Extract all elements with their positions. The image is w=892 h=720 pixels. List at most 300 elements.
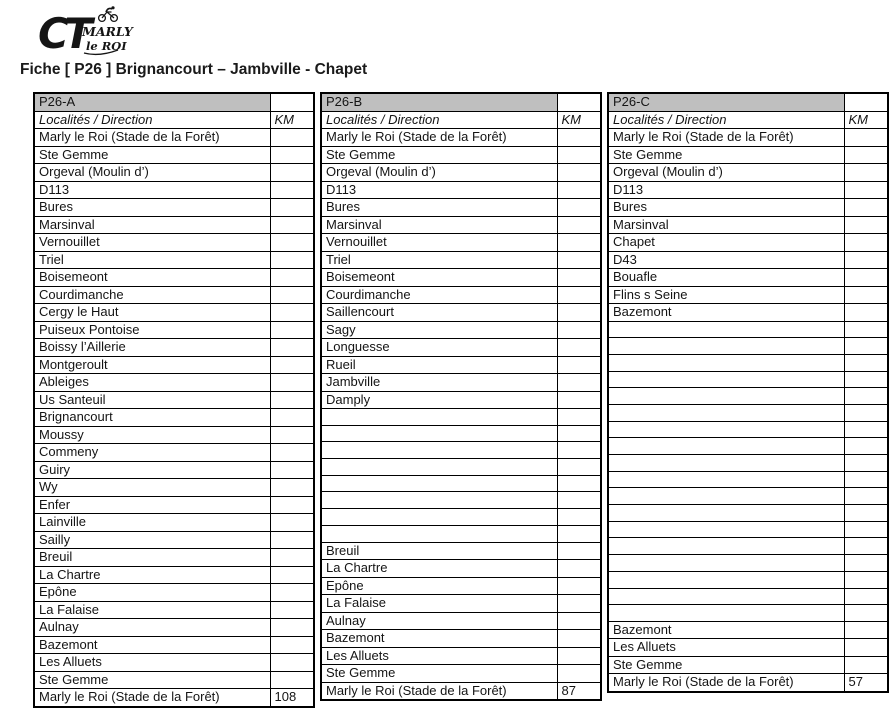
km-cell (270, 181, 314, 199)
table-row (34, 286, 314, 304)
table-row (34, 251, 314, 269)
table-row (321, 630, 601, 648)
km-cell (844, 146, 888, 164)
table-row (34, 321, 314, 339)
km-cell (270, 444, 314, 462)
locality-cell: Sagy (321, 321, 557, 339)
locality-cell (608, 388, 844, 405)
table-row (34, 216, 314, 234)
km-cell (557, 409, 601, 426)
table-row (34, 514, 314, 532)
locality-cell: Enfer (34, 496, 270, 514)
localities-header: Localités / Direction (321, 111, 557, 129)
localities-header: Localités / Direction (34, 111, 270, 129)
km-cell (270, 251, 314, 269)
group-header-row (34, 93, 314, 111)
locality-cell: Wy (34, 479, 270, 497)
locality-cell (321, 475, 557, 492)
table-row (34, 181, 314, 199)
club-initials: CT (38, 9, 88, 58)
table-row (608, 621, 888, 639)
km-cell (557, 665, 601, 683)
table-row (34, 234, 314, 252)
km-cell (270, 391, 314, 409)
locality-cell (608, 588, 844, 605)
km-cell (270, 199, 314, 217)
km-cell (844, 199, 888, 217)
locality-cell: D43 (608, 251, 844, 269)
km-cell (557, 356, 601, 374)
table-row (34, 304, 314, 322)
locality-cell: Guiry (34, 461, 270, 479)
km-cell (270, 234, 314, 252)
km-cell (270, 146, 314, 164)
table-row (608, 286, 888, 304)
km-cell (557, 286, 601, 304)
locality-cell: Lainville (34, 514, 270, 532)
locality-cell: Bures (608, 199, 844, 217)
table-row (321, 665, 601, 683)
km-cell (270, 636, 314, 654)
locality-cell: Epône (321, 577, 557, 595)
km-cell (557, 577, 601, 595)
locality-cell: Marly le Roi (Stade de la Forêt) (34, 689, 270, 707)
locality-cell: Les Alluets (321, 647, 557, 665)
table-row (608, 269, 888, 287)
km-cell (557, 525, 601, 542)
table-row (608, 438, 888, 455)
table-row (608, 656, 888, 674)
table-row (608, 199, 888, 217)
km-cell (557, 339, 601, 357)
table-row (321, 459, 601, 476)
locality-cell: Vernouillet (321, 234, 557, 252)
table-row (321, 199, 601, 217)
km-cell (557, 509, 601, 526)
table-row (34, 199, 314, 217)
locality-cell (608, 555, 844, 572)
locality-cell (608, 371, 844, 388)
km-cell (270, 321, 314, 339)
column-header-row (34, 111, 314, 129)
column-header-row (608, 111, 888, 129)
km-cell (844, 338, 888, 355)
table-row (321, 251, 601, 269)
localities-header: Localités / Direction (608, 111, 844, 129)
locality-cell: Ste Gemme (608, 656, 844, 674)
locality-cell: Courdimanche (34, 286, 270, 304)
table-row (34, 461, 314, 479)
club-logo (36, 4, 140, 60)
locality-cell (608, 321, 844, 338)
km-cell (844, 438, 888, 455)
table-row (608, 354, 888, 371)
km-cell (557, 304, 601, 322)
locality-cell: Chapet (608, 234, 844, 252)
km-cell (270, 356, 314, 374)
km-cell (557, 492, 601, 509)
locality-cell: Sailly (34, 531, 270, 549)
km-cell (557, 181, 601, 199)
table-row (34, 146, 314, 164)
group-km-spacer (557, 93, 601, 111)
table-row (321, 304, 601, 322)
km-cell (557, 234, 601, 252)
table-row (608, 488, 888, 505)
km-cell (270, 566, 314, 584)
table-row (608, 321, 888, 338)
km-cell (270, 654, 314, 672)
km-cell (270, 426, 314, 444)
locality-cell: Cergy le Haut (34, 304, 270, 322)
km-cell (844, 521, 888, 538)
table-row (608, 216, 888, 234)
locality-cell (608, 338, 844, 355)
km-cell (844, 588, 888, 605)
locality-cell (608, 605, 844, 622)
route-tables (33, 92, 889, 708)
km-header: KM (557, 111, 601, 129)
locality-cell: D113 (34, 181, 270, 199)
cyclist-icon (99, 6, 118, 21)
km-cell (844, 555, 888, 572)
locality-cell: Saillencourt (321, 304, 557, 322)
km-cell (557, 647, 601, 665)
club-logo-graphic (36, 4, 140, 60)
km-cell (557, 129, 601, 147)
km-cell (844, 371, 888, 388)
locality-cell (321, 442, 557, 459)
locality-cell (608, 354, 844, 371)
km-cell (844, 321, 888, 338)
route-table-p26-a (33, 92, 315, 708)
locality-cell (321, 425, 557, 442)
locality-cell: D113 (321, 181, 557, 199)
locality-cell: Triel (321, 251, 557, 269)
column-header-row (321, 111, 601, 129)
locality-cell: Marly le Roi (Stade de la Forêt) (608, 674, 844, 692)
km-cell (270, 514, 314, 532)
table-row (608, 588, 888, 605)
km-cell (844, 181, 888, 199)
table-row (321, 509, 601, 526)
table-row (34, 671, 314, 689)
km-cell (270, 164, 314, 182)
km-cell (557, 199, 601, 217)
table-row (34, 619, 314, 637)
locality-cell: Montgeroult (34, 356, 270, 374)
table-row (34, 584, 314, 602)
locality-cell: Longuesse (321, 339, 557, 357)
table-row (608, 421, 888, 438)
km-cell (557, 251, 601, 269)
table-row (608, 164, 888, 182)
km-cell (844, 164, 888, 182)
table-row (321, 612, 601, 630)
table-row (321, 391, 601, 409)
km-cell (557, 146, 601, 164)
table-row (608, 571, 888, 588)
table-row (608, 471, 888, 488)
table-row (321, 525, 601, 542)
km-cell (557, 560, 601, 578)
locality-cell: Marly le Roi (Stade de la Forêt) (608, 129, 844, 147)
locality-cell: Flins s Seine (608, 286, 844, 304)
locality-cell: Ste Gemme (34, 671, 270, 689)
table-row (34, 496, 314, 514)
km-cell (557, 542, 601, 560)
locality-cell: Marsinval (34, 216, 270, 234)
locality-cell (321, 492, 557, 509)
table-row (34, 636, 314, 654)
km-cell (557, 374, 601, 392)
table-row (608, 555, 888, 572)
locality-cell (321, 459, 557, 476)
locality-cell: Breuil (34, 549, 270, 567)
km-cell (844, 505, 888, 522)
km-cell (844, 455, 888, 472)
locality-cell: Bazemont (608, 621, 844, 639)
club-name-bottom: le ROI (86, 39, 127, 53)
locality-cell: Puiseux Pontoise (34, 321, 270, 339)
locality-cell (608, 404, 844, 421)
table-row (321, 682, 601, 700)
table-row (34, 654, 314, 672)
km-cell (557, 630, 601, 648)
table-row (608, 674, 888, 692)
km-cell (270, 216, 314, 234)
locality-cell: Rueil (321, 356, 557, 374)
km-cell (844, 538, 888, 555)
table-row (34, 549, 314, 567)
km-cell (557, 216, 601, 234)
table-row (34, 426, 314, 444)
km-cell (270, 461, 314, 479)
table-row (608, 404, 888, 421)
km-cell (557, 391, 601, 409)
locality-cell: Ableiges (34, 374, 270, 392)
table-row (321, 234, 601, 252)
locality-cell (608, 488, 844, 505)
table-row (34, 374, 314, 392)
locality-cell: Triel (34, 251, 270, 269)
km-cell (557, 475, 601, 492)
table-row (608, 639, 888, 657)
km-header: KM (844, 111, 888, 129)
locality-cell: Courdimanche (321, 286, 557, 304)
group-title: P26-A (34, 93, 270, 111)
km-cell (270, 584, 314, 602)
table-row (321, 129, 601, 147)
route-table-p26-c (607, 92, 889, 693)
table-row (321, 560, 601, 578)
km-cell: 108 (270, 689, 314, 707)
group-header-row (321, 93, 601, 111)
table-row (321, 647, 601, 665)
locality-cell: Bazemont (321, 630, 557, 648)
km-header: KM (270, 111, 314, 129)
locality-cell: Moussy (34, 426, 270, 444)
route-table-p26-b (320, 92, 602, 701)
locality-cell: Marly le Roi (Stade de la Forêt) (321, 682, 557, 700)
table-row (321, 577, 601, 595)
group-header-row (608, 93, 888, 111)
locality-cell: Orgeval (Moulin d’) (34, 164, 270, 182)
locality-cell: Marly le Roi (Stade de la Forêt) (34, 129, 270, 147)
table-row (321, 164, 601, 182)
km-cell (844, 639, 888, 657)
table-row (321, 269, 601, 287)
table-row (321, 475, 601, 492)
table-row (34, 479, 314, 497)
table-row (34, 269, 314, 287)
locality-cell: La Chartre (321, 560, 557, 578)
km-cell (270, 531, 314, 549)
locality-cell: D113 (608, 181, 844, 199)
table-row (321, 442, 601, 459)
km-cell (270, 374, 314, 392)
table-row (34, 391, 314, 409)
locality-cell: Bures (321, 199, 557, 217)
km-cell (844, 269, 888, 287)
km-cell (844, 621, 888, 639)
table-row (34, 689, 314, 707)
km-cell (557, 612, 601, 630)
locality-cell: Bures (34, 199, 270, 217)
table-row (608, 181, 888, 199)
km-cell (557, 595, 601, 613)
km-cell (270, 304, 314, 322)
table-row (34, 444, 314, 462)
km-cell (270, 409, 314, 427)
group-title: P26-B (321, 93, 557, 111)
km-cell (844, 471, 888, 488)
km-cell (270, 496, 314, 514)
table-row (34, 531, 314, 549)
locality-cell: La Falaise (321, 595, 557, 613)
locality-cell: Bazemont (34, 636, 270, 654)
km-cell (270, 269, 314, 287)
table-row (34, 339, 314, 357)
table-row (608, 234, 888, 252)
locality-cell: Aulnay (321, 612, 557, 630)
table-row (321, 216, 601, 234)
locality-cell: Epône (34, 584, 270, 602)
table-row (321, 321, 601, 339)
locality-cell (608, 521, 844, 538)
km-cell: 57 (844, 674, 888, 692)
locality-cell (608, 421, 844, 438)
table-row (608, 304, 888, 322)
table-row (608, 388, 888, 405)
club-name-top: MARLY (82, 24, 133, 39)
locality-cell: Orgeval (Moulin d’) (608, 164, 844, 182)
table-row (608, 505, 888, 522)
table-row (608, 371, 888, 388)
locality-cell: Boissy l’Aillerie (34, 339, 270, 357)
km-cell (844, 234, 888, 252)
locality-cell (321, 509, 557, 526)
table-row (321, 409, 601, 426)
table-row (608, 146, 888, 164)
locality-cell: Us Santeuil (34, 391, 270, 409)
locality-cell: Boisemeont (321, 269, 557, 287)
table-row (34, 566, 314, 584)
table-row (321, 492, 601, 509)
locality-cell: Jambville (321, 374, 557, 392)
table-row (608, 338, 888, 355)
table-row (608, 605, 888, 622)
locality-cell: Marsinval (321, 216, 557, 234)
table-row (321, 356, 601, 374)
locality-cell: Orgeval (Moulin d’) (321, 164, 557, 182)
km-cell (844, 421, 888, 438)
locality-cell: Marsinval (608, 216, 844, 234)
km-cell (557, 425, 601, 442)
km-cell (557, 321, 601, 339)
locality-cell: Aulnay (34, 619, 270, 637)
km-cell (844, 571, 888, 588)
km-cell (270, 671, 314, 689)
table-row (34, 164, 314, 182)
km-cell (844, 656, 888, 674)
locality-cell (608, 505, 844, 522)
locality-cell (321, 409, 557, 426)
table-row (321, 374, 601, 392)
km-cell (844, 404, 888, 421)
km-cell (270, 339, 314, 357)
locality-cell: Boisemeont (34, 269, 270, 287)
table-row (608, 521, 888, 538)
locality-cell (608, 571, 844, 588)
locality-cell: Damply (321, 391, 557, 409)
km-cell (844, 216, 888, 234)
km-cell (557, 164, 601, 182)
locality-cell (608, 471, 844, 488)
locality-cell: Les Alluets (608, 639, 844, 657)
locality-cell (608, 455, 844, 472)
locality-cell: Marly le Roi (Stade de la Forêt) (321, 129, 557, 147)
locality-cell: Brignancourt (34, 409, 270, 427)
km-cell (844, 388, 888, 405)
table-row (608, 129, 888, 147)
km-cell (270, 286, 314, 304)
km-cell (557, 269, 601, 287)
locality-cell: Vernouillet (34, 234, 270, 252)
locality-cell: La Falaise (34, 601, 270, 619)
km-cell (270, 129, 314, 147)
locality-cell: La Chartre (34, 566, 270, 584)
km-cell (270, 549, 314, 567)
table-row (321, 595, 601, 613)
page-title: Fiche [ P26 ] Brignancourt – Jambville - Chapet (20, 61, 368, 78)
km-cell: 87 (557, 682, 601, 700)
locality-cell: Breuil (321, 542, 557, 560)
km-cell (557, 459, 601, 476)
locality-cell: Ste Gemme (321, 146, 557, 164)
locality-cell: Ste Gemme (608, 146, 844, 164)
km-cell (270, 601, 314, 619)
table-row (34, 409, 314, 427)
group-km-spacer (844, 93, 888, 111)
table-row (608, 251, 888, 269)
km-cell (844, 251, 888, 269)
table-row (34, 601, 314, 619)
table-row (608, 538, 888, 555)
table-row (321, 286, 601, 304)
table-row (321, 542, 601, 560)
km-cell (557, 442, 601, 459)
